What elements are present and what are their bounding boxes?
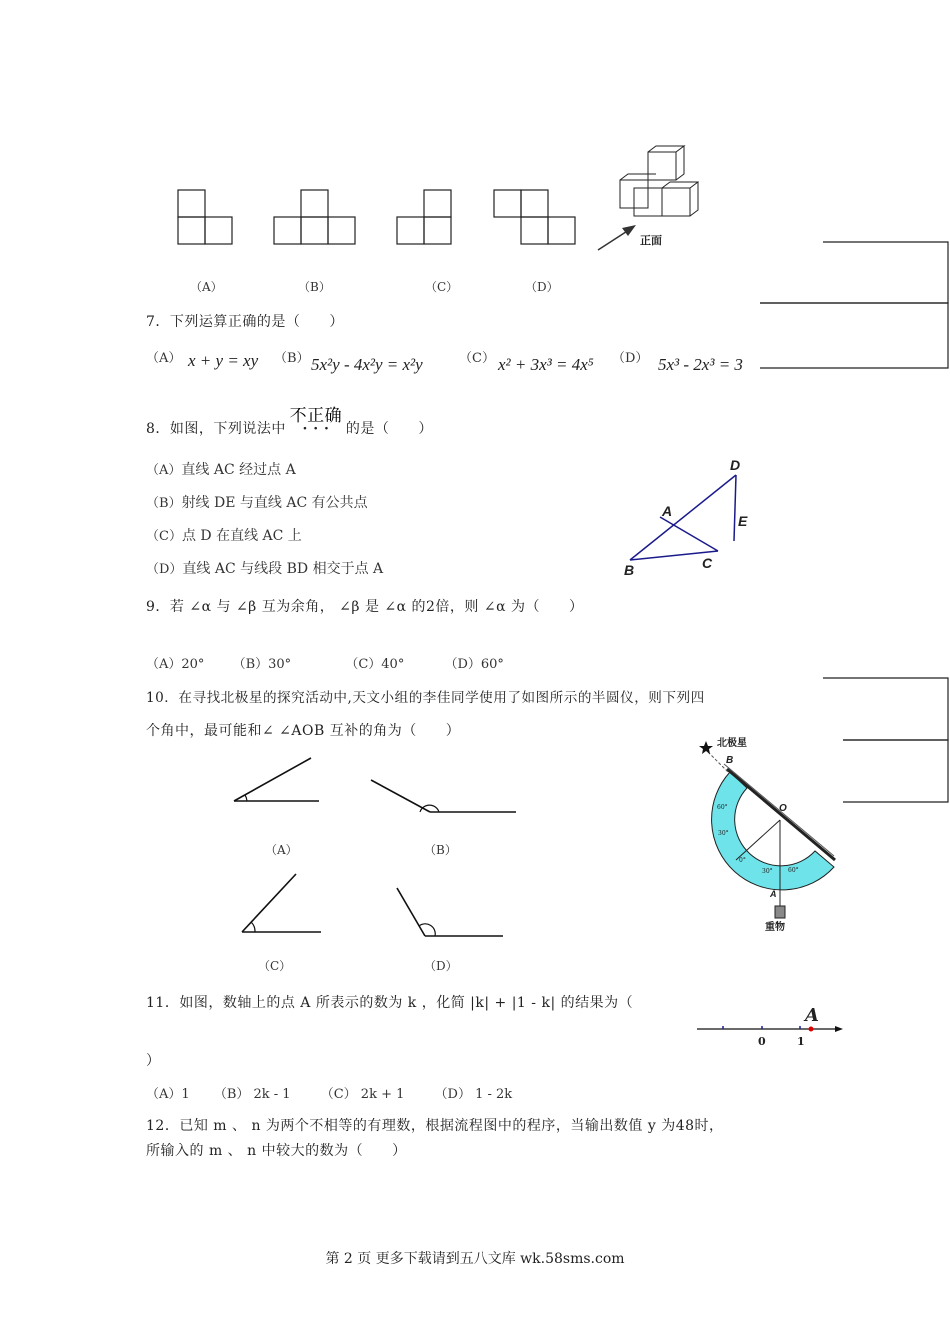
q11-stem: 11．如图，数轴上的点 A 所表示的数为 k ，化简 |k| + |1 - k| 的结果为（ (146, 995, 634, 1011)
page-footer: 第 2 页 更多下载请到五八文库 wk.58sms.com (325, 1251, 625, 1267)
q9-option-d: （D）60° (444, 657, 504, 672)
q8-stem-suffix: 的是（ ） (345, 421, 433, 437)
protractor-tick-60a: 60° (717, 804, 728, 811)
q7-option-c-expr: x² + 3x³ = 4x⁵ (498, 355, 594, 374)
front-label: 正面 (640, 235, 662, 247)
q7-option-a-expr: x + y = xy (188, 351, 259, 370)
q6-option-a: （A） (190, 280, 223, 294)
q8-stem-prefix: 8．如图，下列说法中 (146, 421, 286, 437)
q11-option-c: （C） 2k + 1 (320, 1087, 405, 1102)
q7-option-d-expr: 5x³ - 2x³ = 3 (658, 355, 743, 374)
q10-stem-line1: 10．在寻找北极星的探究活动中,天文小组的李佳同学使用了如图所示的半圆仪，则下列四 (146, 690, 705, 706)
q9-option-a: （A）20° (146, 657, 205, 672)
q8-option-a-text: 直线 AC 经过点 A (181, 462, 296, 478)
protractor-star-label: 北极星 (717, 738, 747, 749)
q12-line1: 12．已知 m 、 n 为两个不相等的有理数，根据流程图中的程序，当输出数值 y 为48时， (146, 1118, 724, 1134)
number-line-point-a: A (805, 1005, 819, 1026)
protractor-label-b: B (726, 755, 734, 766)
protractor-tick-30b: 30° (762, 868, 773, 875)
q10-option-a: （A） (265, 843, 298, 857)
q6-option-b: （B） (298, 280, 331, 294)
q8-option-d-text: 直线 AC 与线段 BD 相交于点 A (182, 561, 384, 577)
q8-option-b (146, 492, 368, 512)
q8-option-a (146, 459, 296, 479)
protractor-figure (690, 732, 840, 937)
q6-figures (170, 140, 730, 260)
q11-stem-cont: ） (146, 1053, 161, 1069)
q8-label-e: E (738, 513, 748, 529)
q9-options (146, 653, 566, 672)
q8-option-c-text: 点 D 在直线 AC 上 (181, 528, 302, 544)
q10-stem-line2: 个角中，最可能和∠ ∠AOB 互补的角为（ ） (146, 723, 461, 739)
q8-option-d-label: （D） (146, 562, 183, 577)
q11-options (146, 1083, 512, 1102)
q11-option-a: （A）1 (146, 1087, 190, 1102)
q8-option-a-label: （A） (146, 463, 182, 478)
q9-option-c: （C）40° (345, 657, 405, 672)
protractor-weight-label: 重物 (765, 922, 785, 933)
front-arrow (598, 225, 636, 250)
number-line-one: 1 (797, 1035, 805, 1048)
q10-option-c: （C） (258, 959, 292, 973)
q7-option-c-label: （C） (459, 351, 495, 366)
q8-emphasis-dots: · · · (302, 421, 330, 437)
q8-figure (620, 455, 760, 580)
q8-option-b-text: 射线 DE 与直线 AC 有公共点 (181, 495, 368, 511)
q7-option-b-label: （B） (274, 351, 310, 366)
q10-option-d: （D） (424, 959, 458, 973)
q8-option-b-label: （B） (146, 496, 182, 511)
protractor-tick-0: 0° (739, 857, 746, 864)
protractor-label-a: A (770, 889, 777, 899)
q8-emphasis: 不正确 (289, 406, 343, 425)
protractor-tick-60b: 60° (788, 867, 799, 874)
q7-options (146, 347, 766, 377)
q7-option-b-expr: 5x²y - 4x²y = x²y (311, 355, 423, 374)
q8-stem (146, 406, 433, 438)
q10-option-b: （B） (424, 843, 457, 857)
margin-bracket-top (755, 235, 950, 375)
q7-option-a-label: （A） (146, 351, 182, 366)
q8-label-a: A (662, 503, 673, 519)
q8-label-c: C (702, 555, 713, 571)
q8-label-b: B (624, 562, 635, 578)
q7-option-d-label: （D） (612, 351, 649, 366)
number-line (693, 1005, 848, 1053)
q9-stem: 9．若 ∠α 与 ∠β 互为余角， ∠β 是 ∠α 的2倍，则 ∠α 为（ ） (146, 599, 584, 615)
protractor-tick-30a: 30° (718, 830, 729, 837)
number-line-zero: 0 (758, 1035, 766, 1048)
q8-option-d (146, 558, 383, 578)
q8-label-d: D (730, 457, 741, 473)
q11-option-d: （D） 1 - 2k (434, 1087, 513, 1102)
number-line-axis (693, 1005, 848, 1053)
q8-option-c-label: （C） (146, 529, 182, 544)
protractor-drawing (690, 732, 840, 937)
q8-option-c (146, 525, 302, 545)
q6-option-c: （C） (425, 280, 459, 294)
q12-line2: 所输入的 m 、 n 中较大的数为（ ） (146, 1143, 407, 1159)
q11-option-b: （B） 2k - 1 (213, 1087, 291, 1102)
q9-option-b: （B）30° (232, 657, 292, 672)
q6-option-d: （D） (525, 280, 559, 294)
protractor-label-o: O (779, 803, 787, 814)
q7-stem: 7．下列运算正确的是（ ） (146, 314, 344, 330)
